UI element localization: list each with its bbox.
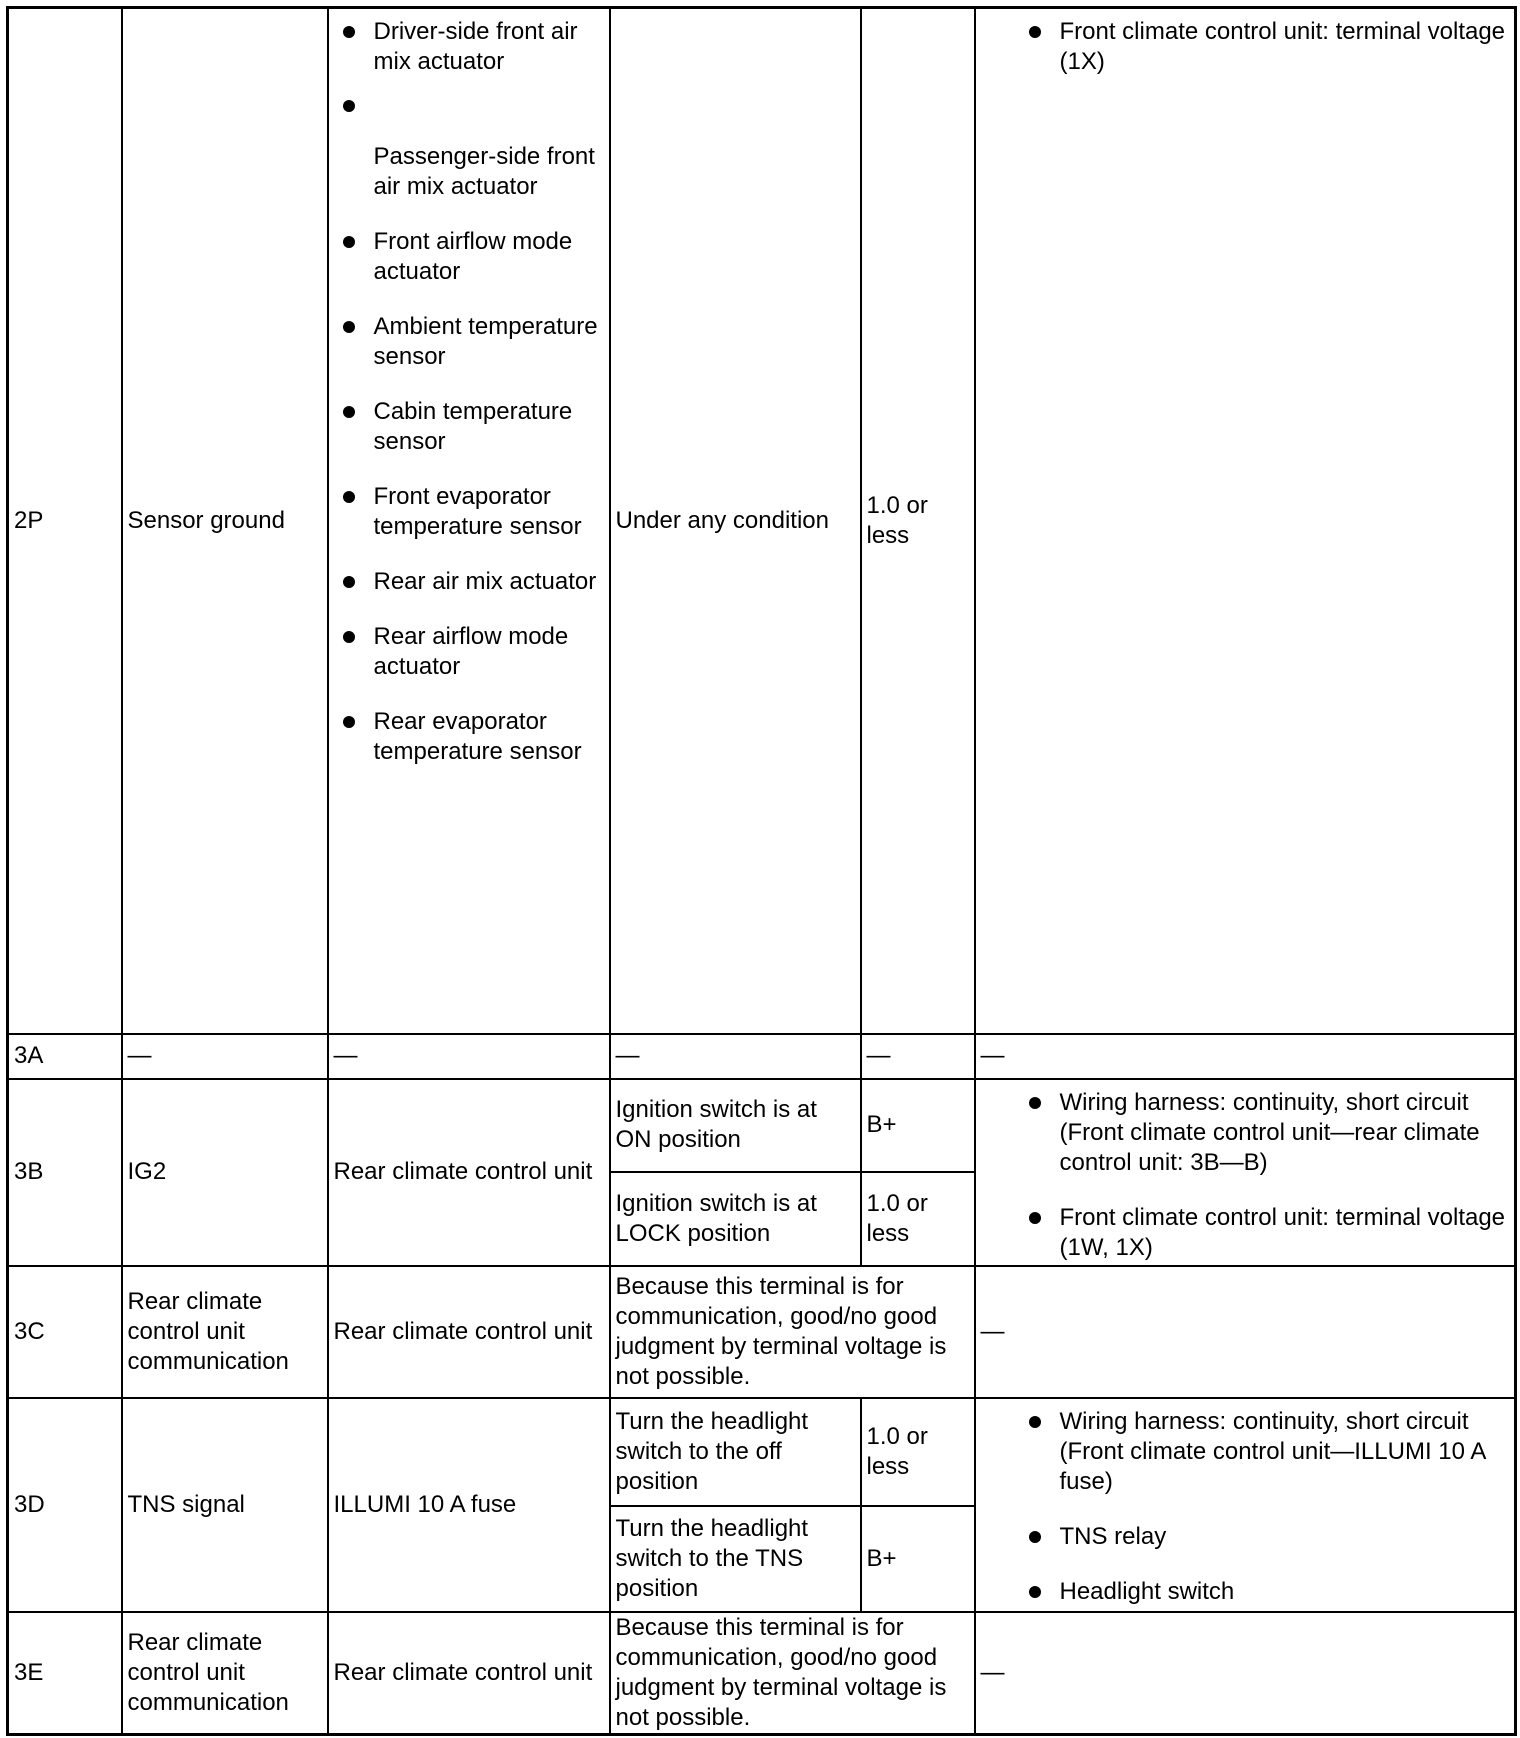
- condition-cell: Because this terminal is for communication, good/no good judgment by terminal voltage is not possible.: [610, 1612, 975, 1735]
- voltage-cell: 1.0 or less: [861, 1398, 975, 1506]
- voltage-cell: B+: [861, 1506, 975, 1612]
- signal-cell: —: [122, 1034, 328, 1079]
- connected-to-cell: ILLUMI 10 A fuse: [328, 1398, 610, 1612]
- list-item: Passenger-side front air mix actuator: [374, 102, 604, 202]
- list-item: Wiring harness: continuity, short circuit (Front climate control unit—ILLUMI 10 A fuse): [1060, 1407, 1510, 1497]
- connected-list: [334, 17, 604, 767]
- signal-cell: Sensor ground: [122, 8, 328, 1034]
- condition-cell: Turn the headlight switch to the off position: [610, 1398, 861, 1506]
- inspection-cell: —: [975, 1266, 1516, 1398]
- voltage-cell: 1.0 or less: [861, 1172, 975, 1266]
- condition-cell: —: [610, 1034, 861, 1079]
- terminal-cell: 3E: [8, 1612, 122, 1735]
- list-item: Front climate control unit: terminal voltage (1W, 1X): [1060, 1203, 1510, 1263]
- inspection-cell: [975, 1079, 1516, 1266]
- inspection-list: [981, 17, 1510, 77]
- connected-to-cell: Rear climate control unit: [328, 1079, 610, 1266]
- list-item: Front airflow mode actuator: [374, 227, 604, 287]
- list-item: Cabin temperature sensor: [374, 397, 604, 457]
- inspection-cell: [975, 1398, 1516, 1612]
- terminal-cell: 3D: [8, 1398, 122, 1612]
- inspection-list: [981, 1088, 1510, 1263]
- condition-cell: Turn the headlight switch to the TNS position: [610, 1506, 861, 1612]
- condition-cell: Ignition switch is at LOCK position: [610, 1172, 861, 1266]
- table-row-3a: [8, 1034, 1516, 1079]
- signal-cell: IG2: [122, 1079, 328, 1266]
- voltage-cell: B+: [861, 1079, 975, 1172]
- table-row-3e: [8, 1612, 1516, 1735]
- inspection-cell: —: [975, 1034, 1516, 1079]
- connected-to-cell: [328, 8, 610, 1034]
- inspection-list: [981, 1407, 1510, 1607]
- condition-cell: Ignition switch is at ON position: [610, 1079, 861, 1172]
- table-row-3c: [8, 1266, 1516, 1398]
- terminal-cell: 3B: [8, 1079, 122, 1266]
- connected-to-cell: —: [328, 1034, 610, 1079]
- signal-cell: TNS signal: [122, 1398, 328, 1612]
- list-item: Front climate control unit: terminal voltage (1X): [1060, 17, 1510, 77]
- table-row-3d: [8, 1398, 1516, 1506]
- table-row-3b: [8, 1079, 1516, 1172]
- terminal-cell: 3A: [8, 1034, 122, 1079]
- condition-cell: Under any condition: [610, 8, 861, 1034]
- terminal-voltage-table-page: [6, 6, 1514, 1732]
- connected-to-cell: Rear climate control unit: [328, 1612, 610, 1735]
- inspection-cell: —: [975, 1612, 1516, 1735]
- terminal-voltage-table: [6, 6, 1517, 1736]
- list-item: Rear airflow mode actuator: [374, 622, 604, 682]
- signal-cell: Rear climate control unit communication: [122, 1266, 328, 1398]
- terminal-cell: 3C: [8, 1266, 122, 1398]
- voltage-cell: 1.0 or less: [861, 8, 975, 1034]
- list-item: Ambient temperature sensor: [374, 312, 604, 372]
- signal-cell: Rear climate control unit communication: [122, 1612, 328, 1735]
- list-item: Headlight switch: [1060, 1577, 1510, 1607]
- list-item: Rear air mix actuator: [374, 567, 604, 597]
- list-item: TNS relay: [1060, 1522, 1510, 1552]
- list-item: Front evaporator temperature sensor: [374, 482, 604, 542]
- list-item: Driver-side front air mix actuator: [374, 17, 604, 77]
- connected-to-cell: Rear climate control unit: [328, 1266, 610, 1398]
- list-item: Rear evaporator temperature sensor: [374, 707, 604, 767]
- terminal-cell: 2P: [8, 8, 122, 1034]
- inspection-cell: [975, 8, 1516, 1034]
- voltage-cell: —: [861, 1034, 975, 1079]
- table-row-2p: [8, 8, 1516, 1034]
- condition-cell: Because this terminal is for communication, good/no good judgment by terminal voltage is not possible.: [610, 1266, 975, 1398]
- list-item: Wiring harness: continuity, short circuit (Front climate control unit—rear climate control unit: 3B—B): [1060, 1088, 1510, 1178]
